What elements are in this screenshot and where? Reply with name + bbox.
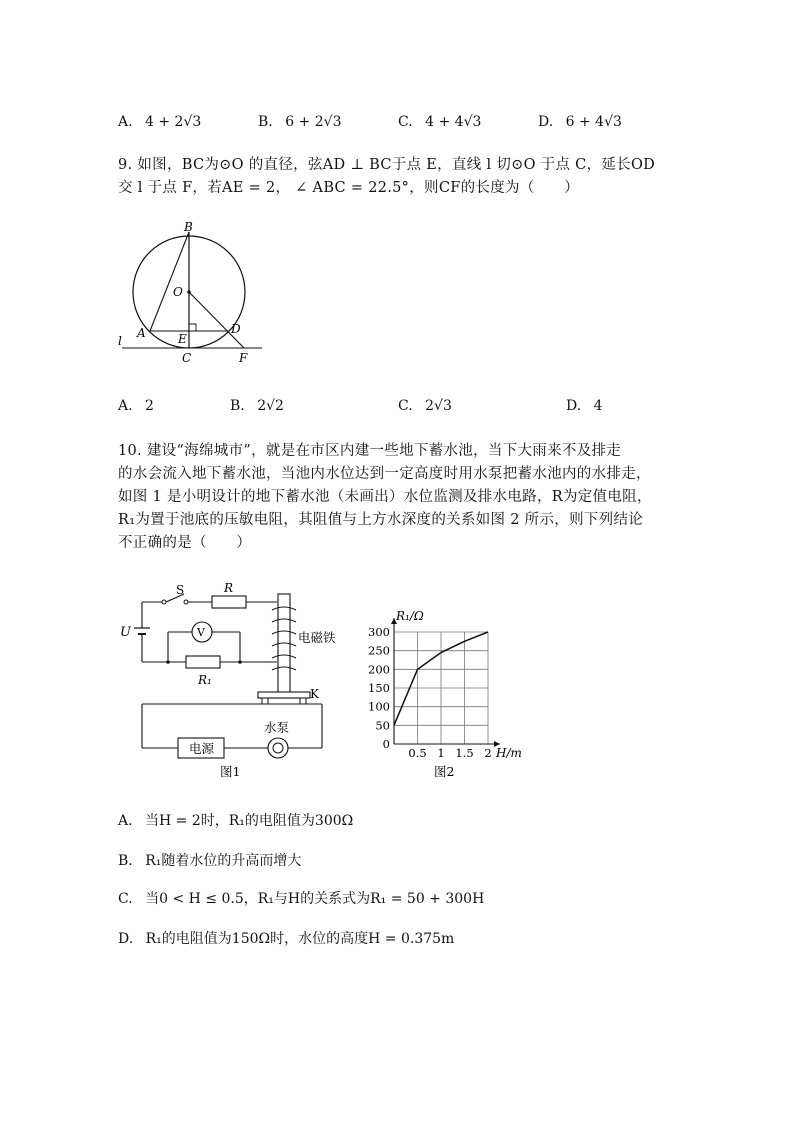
option-label: C.: [398, 398, 413, 414]
segment-of: [189, 292, 244, 348]
electromagnet-core: [278, 594, 290, 694]
q10-option-a: [118, 810, 353, 830]
option-label: B.: [258, 114, 273, 130]
option-text: R₁的电阻值为150Ω时，水位的高度H = 0.375m: [145, 931, 455, 947]
water-pump: [268, 738, 288, 758]
option-text: 2: [145, 398, 154, 414]
label-r1: R₁: [198, 673, 212, 687]
option-label: C.: [118, 891, 133, 907]
x-tick-label: 1.5: [455, 746, 474, 760]
label-v: V: [197, 626, 205, 639]
label-c: C: [182, 351, 192, 365]
y-tick-label: 250: [368, 643, 390, 658]
q8-option-d: [538, 114, 622, 130]
q9-circle-figure: [110, 218, 270, 368]
option-label: D.: [538, 114, 554, 130]
q10-line-1: 10. 建设“海绵城市”，就是在市区内建一些地下蓄水池，当下大雨来不及排走: [118, 443, 622, 459]
q10-option-d: [118, 928, 454, 948]
q9-stem: [118, 154, 688, 200]
option-text: R₁随着水位的升高而增大: [145, 853, 302, 869]
label-f: F: [239, 351, 248, 365]
x-tick-label: 2: [484, 746, 492, 760]
right-angle-mark: [189, 324, 196, 331]
option-label: A.: [118, 398, 133, 414]
option-text: 当0 < H ≤ 0.5，R₁与H的关系式为R₁ = 50 + 300H: [145, 891, 485, 907]
figure1-caption: 图1: [220, 764, 241, 779]
figure2-caption: 图2: [434, 764, 455, 779]
label-b: B: [184, 220, 193, 234]
q9-line-1: 9. 如图，BC为⊙O 的直径，弦AD ⊥ BC于点 E，直线 l 切⊙O 于点 C，延长OD: [118, 157, 656, 173]
option-label: A.: [118, 114, 133, 130]
option-text: 6 + 2√3: [285, 114, 342, 130]
option-text: 6 + 4√3: [565, 114, 622, 130]
q9-option-a: [118, 398, 154, 414]
option-text: 2√3: [425, 398, 452, 414]
option-label: D.: [566, 398, 582, 414]
label-l: l: [118, 334, 122, 348]
label-pump: 水泵: [264, 720, 290, 735]
q10-line-4: R₁为置于池底的压敏电阻，其阻值与上方水深度的关系如图 2 所示，则下列结论: [118, 512, 644, 528]
option-text: 4 + 4√3: [425, 114, 482, 130]
label-e: E: [178, 332, 187, 346]
q9-option-d: [566, 398, 603, 414]
chart-y-axis-label: R₁/Ω: [396, 609, 424, 623]
label-a: A: [137, 326, 146, 340]
chart-tick-labels: [368, 625, 492, 760]
q10-circuit-figure: [112, 580, 352, 780]
label-r: R: [224, 581, 234, 595]
label-s: S: [176, 583, 185, 597]
label-power: 电源: [189, 741, 215, 756]
q8-option-a: [118, 114, 201, 130]
option-text: 4 + 2√3: [145, 114, 202, 130]
option-label: A.: [118, 813, 133, 829]
y-tick-label: 300: [368, 625, 390, 639]
y-tick-label: 0: [382, 737, 390, 751]
label-k: K: [310, 687, 319, 701]
x-tick-label: 1: [437, 746, 445, 760]
label-d: D: [231, 322, 241, 336]
x-tick-label: 0.5: [408, 746, 427, 760]
option-label: C.: [398, 114, 413, 130]
label-u: U: [120, 625, 131, 640]
q9-line-2: 交 l 于点 F，若AE = 2， ∠ ABC = 22.5°，则CF的长度为（ ）: [118, 180, 579, 196]
chart-grid: [394, 632, 488, 744]
q10-resistance-chart: [360, 600, 540, 780]
option-text: 2√2: [257, 398, 284, 414]
q10-line-2: 的水会流入地下蓄水池，当池内水位达到一定高度时用水泵把蓄水池内的水排走，: [118, 466, 651, 482]
option-text: 当H = 2时，R₁的电阻值为300Ω: [145, 813, 354, 829]
option-label: B.: [118, 853, 133, 869]
chart-axes: [391, 618, 500, 747]
y-tick-label: 200: [368, 662, 390, 677]
q9-option-c: [398, 398, 452, 414]
label-o: O: [173, 285, 183, 299]
chart-x-axis-label: H/m: [496, 746, 522, 760]
armature: [258, 692, 310, 698]
q8-option-c: [398, 114, 481, 130]
y-tick-label: 50: [375, 718, 390, 733]
resistor-r: [212, 596, 246, 608]
label-electromagnet: 电磁铁: [298, 630, 336, 645]
y-tick-label: 100: [368, 699, 390, 714]
y-tick-label: 150: [368, 681, 390, 695]
option-label: B.: [230, 398, 245, 414]
q8-option-b: [258, 114, 341, 130]
center-dot: [187, 290, 191, 294]
q10-line-5: 不正确的是（ ）: [118, 535, 252, 551]
q10-line-3: 如图 1 是小明设计的地下蓄水池（未画出）水位监测及排水电路，R为定值电阻，: [118, 489, 652, 505]
option-label: D.: [118, 931, 134, 947]
q10-option-b: [118, 850, 301, 870]
q9-option-b: [230, 398, 284, 414]
option-text: 4: [593, 398, 603, 414]
q10-stem: [118, 440, 688, 555]
resistor-r1: [186, 656, 220, 668]
q10-option-c: [118, 888, 484, 908]
